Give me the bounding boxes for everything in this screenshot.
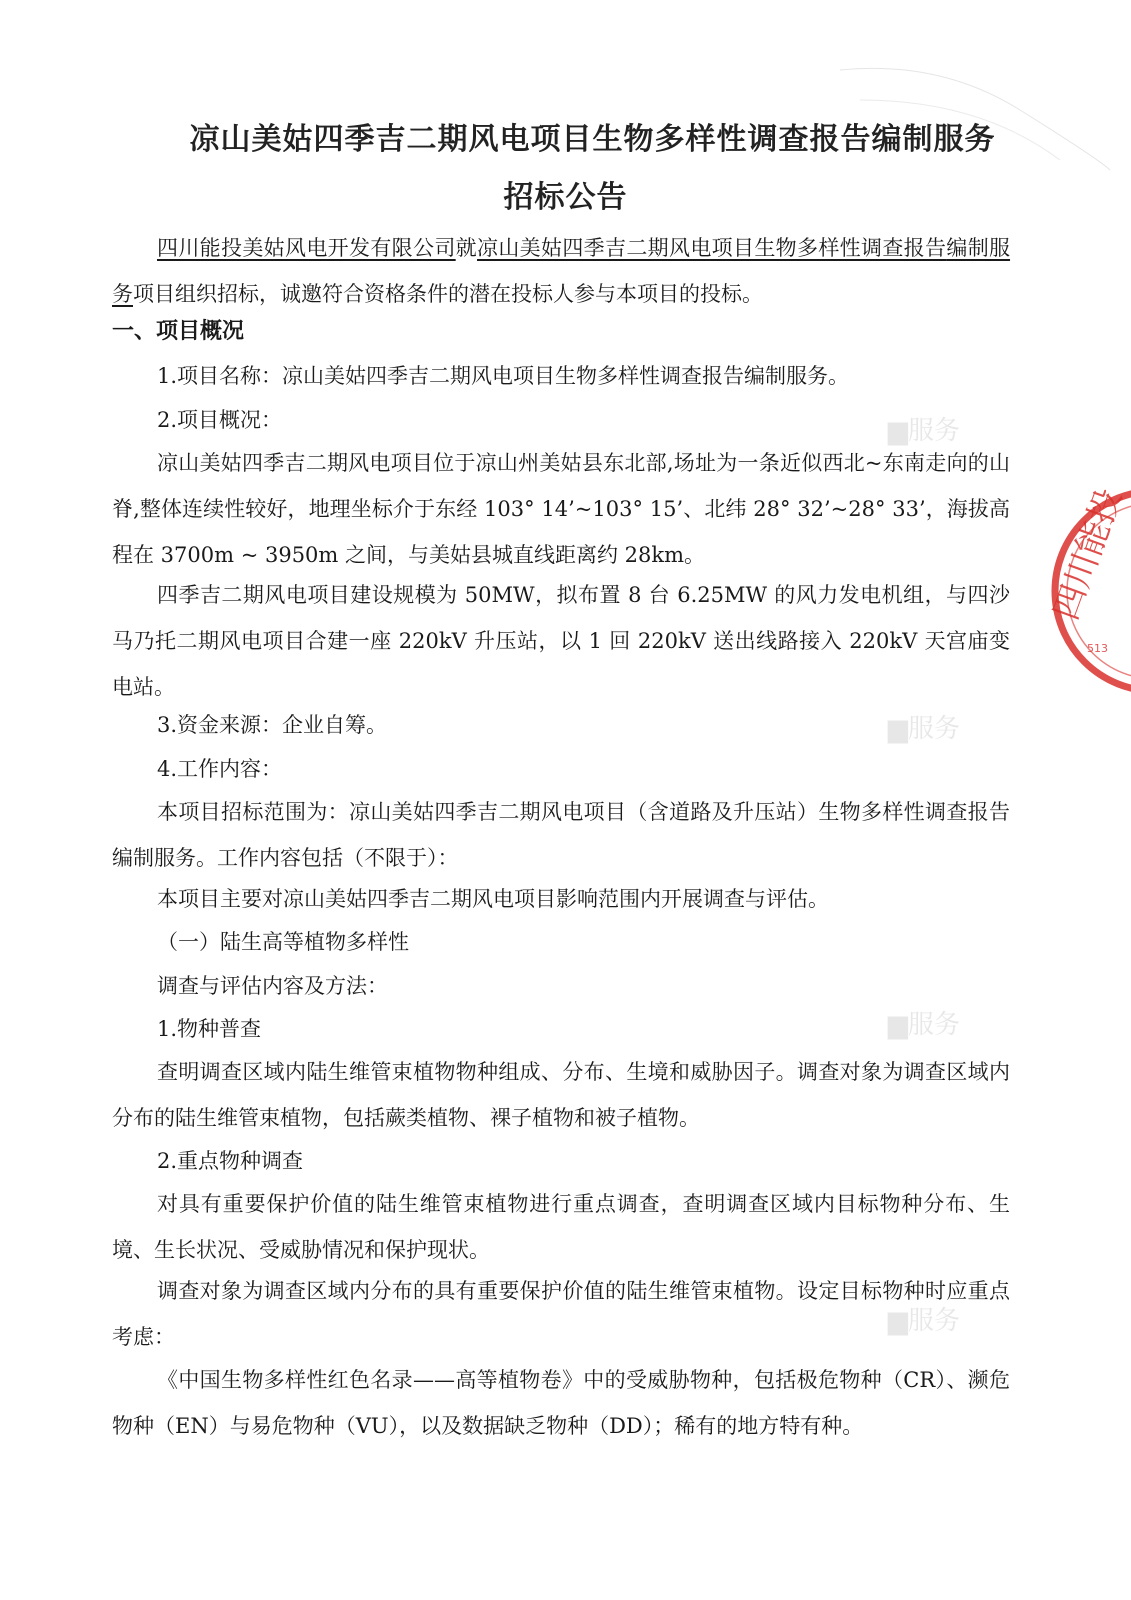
- bleed-through-mark: ▆服务: [888, 714, 960, 744]
- intro-paragraph: [112, 225, 1010, 317]
- document-title: 凉山美姑四季吉二期风电项目生物多样性调查报告编制服务: [189, 122, 996, 157]
- red-list-paragraph: 《中国生物多样性红色名录——高等植物卷》中的受威胁物种，包括极危物种（CR）、濒危物种（EN）与易危物种（VU），以及数据缺乏物种（DD）；稀有的地方特有种。: [112, 1368, 1010, 1438]
- survey-1-paragraph: 查明调查区域内陆生维管束植物物种组成、分布、生境和威胁因子。调查对象为调查区域内分布的陆生维管束植物，包括蕨类植物、裸子植物和被子植物。: [112, 1060, 1010, 1130]
- company-seal: [1045, 482, 1131, 700]
- work-content-paragraph-2: 本项目主要对凉山美姑四季吉二期风电项目影响范围内开展调查与评估。: [157, 887, 829, 911]
- survey-1-label: 1.物种普查: [157, 1017, 262, 1041]
- project-name-part-a: 凉山美姑四季吉二期风电项目生物多样性调查报告: [477, 236, 947, 260]
- overview-paragraph-1: 凉山美姑四季吉二期风电项目位于凉山州美姑县东北部,场址为一条近似西北~东南走向的山脊,整体连续性较好，地理坐标介于东经 103° 14’~103° 15’、北纬 28° 32’~28° 33’，海拔高程在 3700m ~ 3950m 之间，与美姑县城直线距离约 28km。: [112, 451, 1010, 567]
- project-name-part-b: 编制服务: [112, 236, 1011, 306]
- section-heading: 一、项目概况: [112, 318, 245, 344]
- method-label: 调查与评估内容及方法：: [157, 974, 388, 998]
- pen-scribble-mark: [820, 40, 1120, 180]
- intro-connector: 就: [455, 236, 478, 260]
- bleed-through-mark: ▆服务: [888, 416, 960, 446]
- subsection-heading: （一）陆生高等植物多样性: [157, 930, 409, 954]
- seal-number: 513: [1087, 642, 1108, 655]
- survey-2-paragraph: 对具有重要保护价值的陆生维管束植物进行重点调查，查明调查区域内目标物种分布、生境、生长状况、受威胁情况和保护现状。: [112, 1192, 1010, 1262]
- overview-label: 2.项目概况：: [157, 408, 283, 432]
- overview-paragraph-2: 四季吉二期风电项目建设规模为 50MW，拟布置 8 台 6.25MW 的风力发电机组，与四沙马乃托二期风电项目合建一座 220kV 升压站，以 1 回 220kV 送出线路接入 220kV 天宫庙变电站。: [112, 583, 1010, 699]
- funding-item: 3.资金来源：企业自筹。: [157, 713, 388, 737]
- project-name-item: 1.项目名称：凉山美姑四季吉二期风电项目生物多样性调查报告编制服务。: [157, 364, 850, 388]
- bleed-through-mark: ▆服务: [888, 1306, 960, 1336]
- bleed-through-mark: ▆服务: [888, 1010, 960, 1040]
- seal-text: 四川能投: [1045, 483, 1130, 626]
- work-content-label: 4.工作内容：: [157, 757, 283, 781]
- intro-rest: 项目组织招标，诚邀符合资格条件的潜在投标人参与本项目的投标。: [133, 282, 763, 306]
- target-species-paragraph: 调查对象为调查区域内分布的具有重要保护价值的陆生维管束植物。设定目标物种时应重点考虑：: [112, 1279, 1010, 1349]
- company-name: 四川能投美姑风电开发有限公司: [157, 236, 456, 260]
- document-subtitle: 招标公告: [503, 180, 628, 215]
- survey-2-label: 2.重点物种调查: [157, 1149, 304, 1173]
- work-content-paragraph-1: 本项目招标范围为：凉山美姑四季吉二期风电项目（含道路及升压站）生物多样性调查报告编制服务。工作内容包括（不限于）：: [112, 800, 1010, 870]
